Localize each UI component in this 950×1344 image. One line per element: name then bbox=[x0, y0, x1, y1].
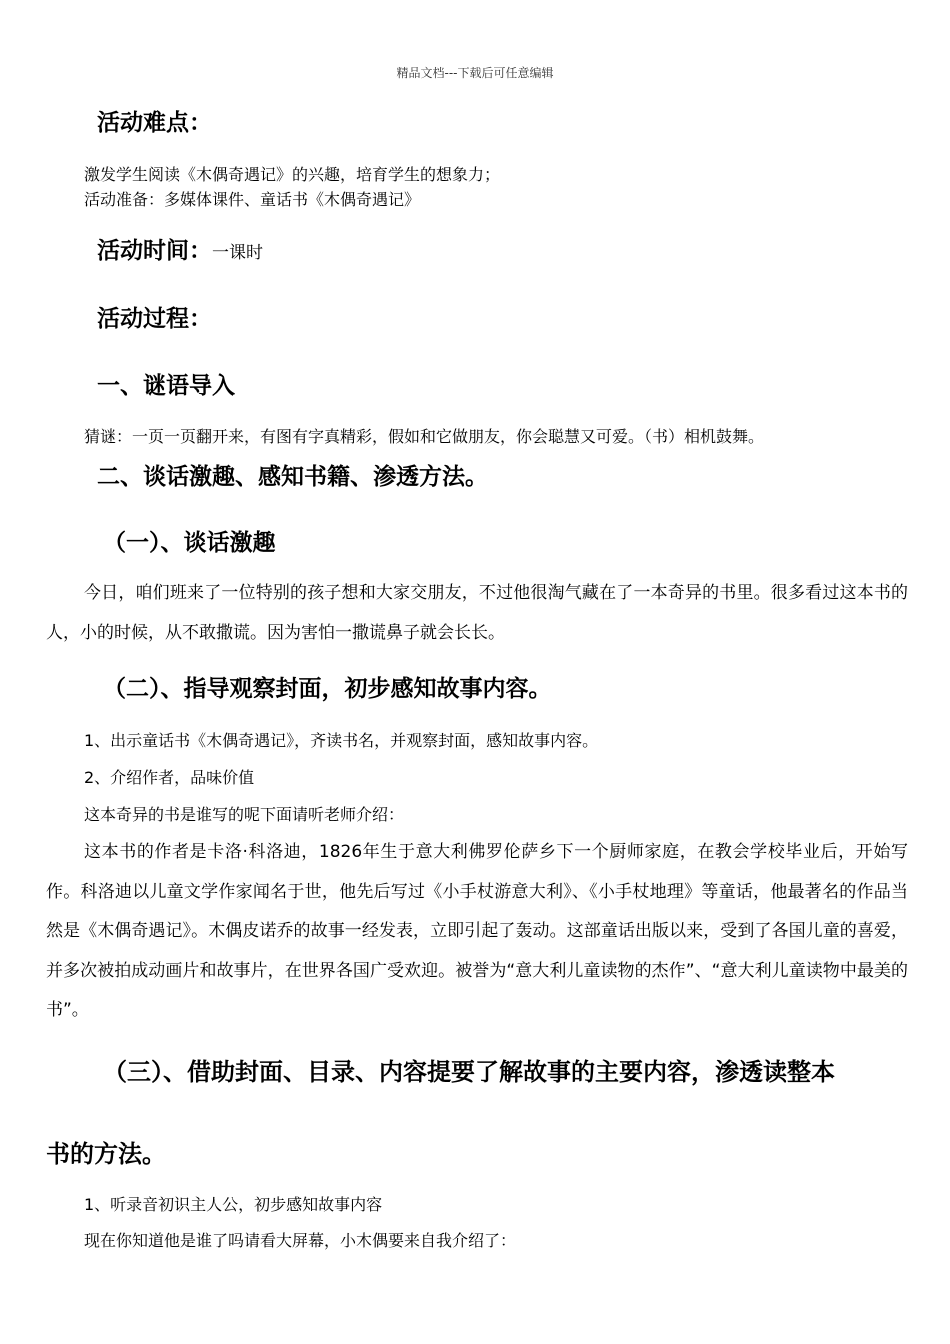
time-line bbox=[97, 232, 263, 265]
sub2-question: 这本奇异的书是谁写的呢下面请听老师介绍： bbox=[84, 805, 405, 824]
sub3-heading-line2: 书的方法。 bbox=[46, 1140, 166, 1168]
sub2-heading: （二）、指导观察封面，初步感知故事内容。 bbox=[103, 676, 552, 702]
process-heading: 活动过程： bbox=[97, 306, 212, 332]
sub1-heading: （一）、谈话激趣 bbox=[103, 530, 276, 556]
sub2-item2: 2、介绍作者，品味价值 bbox=[84, 768, 255, 787]
riddle-text: 猜谜：一页一页翻开来，有图有字真精彩，假如和它做朋友，你会聪慧又可爱。（书）相机鼓舞。 bbox=[84, 427, 765, 446]
difficulty-heading: 活动难点： bbox=[97, 110, 212, 136]
preparation-text: 活动准备：多媒体课件、童话书《木偶奇遇记》 bbox=[84, 190, 421, 209]
page-header: 精品文档---下载后可任意编辑 bbox=[396, 66, 554, 80]
section1-heading: 一、谜语导入 bbox=[97, 373, 235, 399]
difficulty-text: 激发学生阅读《木偶奇遇记》的兴趣，培育学生的想象力； bbox=[84, 165, 501, 184]
sub3-heading-line1: （三）、借助封面、目录、内容提要了解故事的主要内容，渗透读整本 bbox=[103, 1058, 835, 1086]
sub3-text: 现在你知道他是谁了吗请看大屏幕，小木偶要来自我介绍了： bbox=[84, 1231, 517, 1250]
time-heading: 活动时间： bbox=[97, 238, 212, 264]
author-text: 这本书的作者是卡洛·科洛迪，1826年生于意大利佛罗伦萨乡下一个厨师家庭，在教会学校毕业后，开始写作。科洛迪以儿童文学作家闻名于世，他先后写过《小手杖游意大利》、《小手杖地理》等童话，他最著名的作品当然是《木偶奇遇记》。木偶皮诺乔的故事一经发表，立即引起了轰动。这部童话出版以来，受到了各国儿童的喜爱，并多次被拍成动画片和故事片，在世界各国广受欢迎。被誉为“意大利儿童读物的杰作”、“意大利儿童读物中最美的书”。 bbox=[46, 842, 908, 1020]
sub1-paragraph bbox=[46, 574, 908, 653]
sub3-item1: 1、听录音初识主人公，初步感知故事内容 bbox=[84, 1195, 383, 1214]
section2-heading: 二、谈话激趣、感知书籍、渗透方法。 bbox=[97, 464, 488, 490]
time-value: 一课时 bbox=[212, 243, 263, 263]
sub2-item1: 1、出示童话书《木偶奇遇记》，齐读书名，并观察封面，感知故事内容。 bbox=[84, 731, 599, 750]
sub1-text: 今日，咱们班来了一位特别的孩子想和大家交朋友，不过他很淘气藏在了一本奇异的书里。很多看过这本书的人，小的时候，从不敢撒谎。因为害怕一撒谎鼻子就会长长。 bbox=[46, 583, 908, 643]
author-paragraph bbox=[46, 833, 908, 1031]
